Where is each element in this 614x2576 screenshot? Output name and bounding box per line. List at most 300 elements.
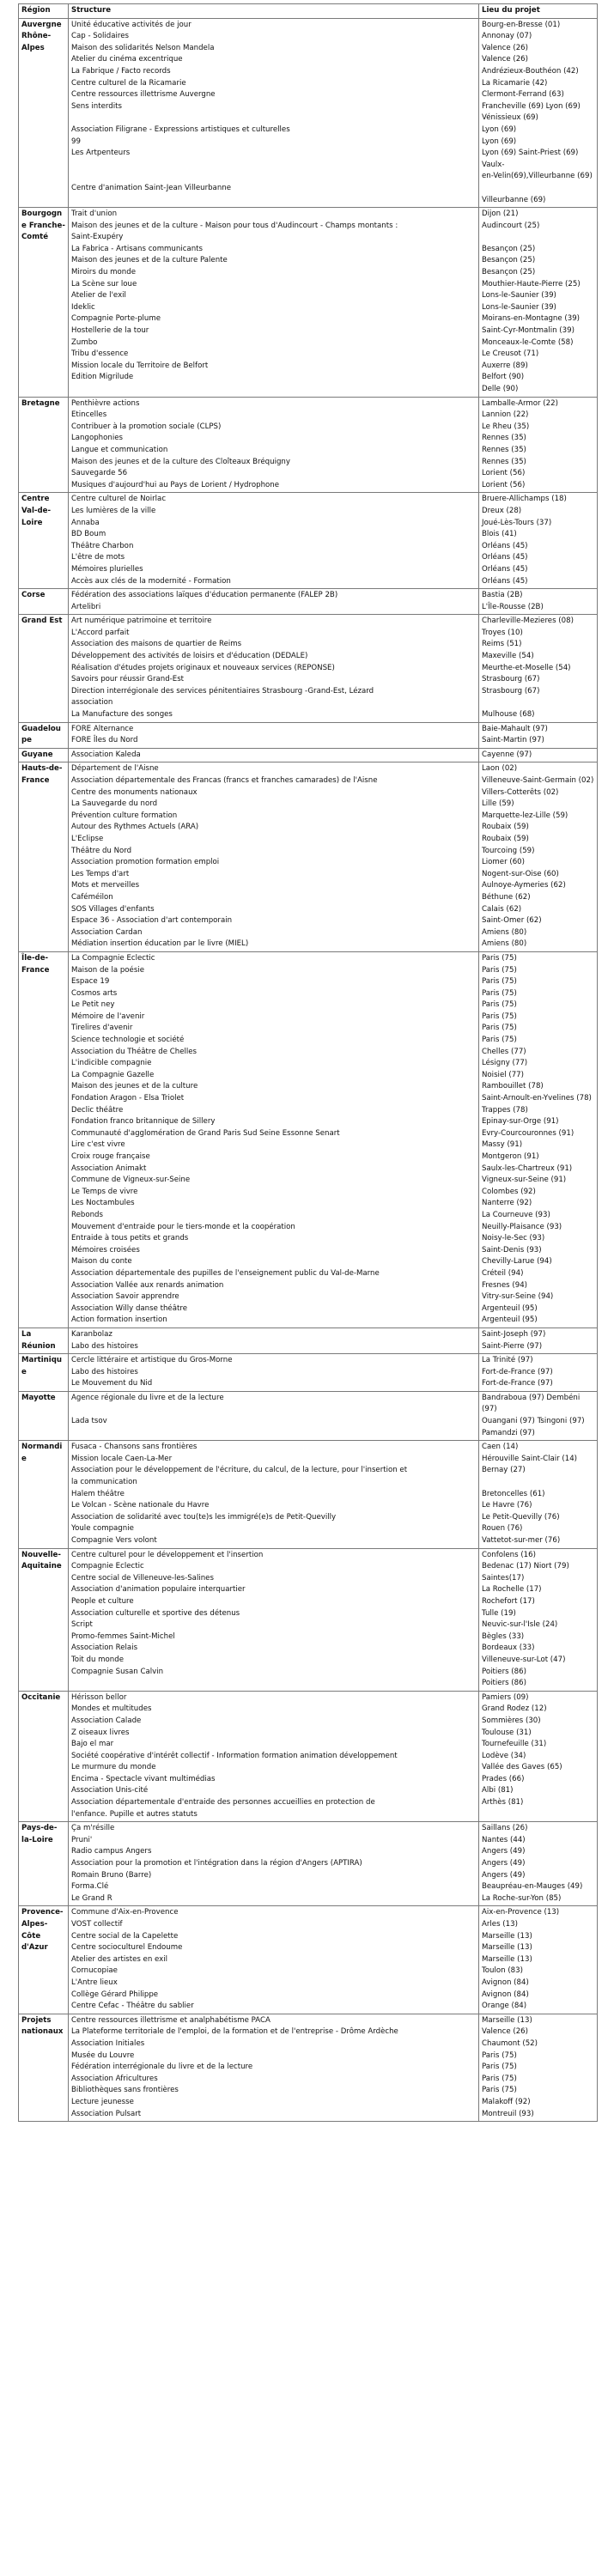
- lieu-name: Paris (75): [482, 2050, 517, 2060]
- structure-name: Association pour la promotion et l'intégration dans la région d'Angers (APTIRA): [71, 1859, 362, 1868]
- lieu-name: Villers-Cotterêts (02): [482, 787, 559, 797]
- header-region: Région: [19, 4, 69, 19]
- structure-name: Penthièvre actions: [71, 398, 140, 408]
- lieu-name: Laon (02): [482, 764, 518, 774]
- lieu-name: Le Havre (76): [482, 1501, 532, 1510]
- lieu-name: La Courneuve (93): [482, 1210, 550, 1219]
- structure-cell: [69, 208, 479, 398]
- lieu-name: Lons-le-Saunier (39): [482, 302, 556, 312]
- structure-name: Fédération des associations laïques d'éducation permanente (FALEP 2B): [71, 591, 338, 600]
- structure-name: Maison des jeunes et de la culture: [71, 1082, 198, 1091]
- lieu-name: Lille (59): [482, 799, 514, 809]
- lieu-name: Orléans (45): [482, 553, 528, 562]
- structure-name: Prévention culture formation: [71, 811, 178, 820]
- lieu-cell: [479, 1327, 598, 1353]
- structure-name: L'être de mots: [71, 553, 125, 562]
- lieu-name: Arthès (81): [482, 1798, 524, 1807]
- lieu-name: Angers (49): [482, 1870, 526, 1880]
- region-cell: Grand Est: [19, 615, 69, 722]
- lieu-name: La Rochelle (17): [482, 1585, 542, 1595]
- region-cell: Normandie: [19, 1441, 69, 1548]
- lieu-name: Saint-Denis (93): [482, 1245, 542, 1255]
- structure-name: Médiation insertion éducation par le livre (MIEL): [71, 939, 249, 949]
- table-header-row: [19, 4, 598, 19]
- structure-name: Association Kaleda: [71, 750, 141, 759]
- structure-name: Atelier des artistes en exil: [71, 1954, 168, 1964]
- lieu-cell: [479, 589, 598, 615]
- structure-name: FORE Alternance: [71, 724, 134, 733]
- region-row: [19, 208, 598, 398]
- structure-name: Collège Gérard Philippe: [71, 1990, 159, 1999]
- structure-name: Le Petit ney: [71, 1000, 115, 1010]
- lieu-name: La Ricamarie (42): [482, 78, 548, 88]
- lieu-name: Nanterre (92): [482, 1199, 532, 1208]
- lieu-name: Tulle (19): [482, 1608, 516, 1618]
- structure-name: Espace 36 - Association d'art contemporain: [71, 916, 233, 926]
- structure-name: Maison des solidarités Nelson Mandela: [71, 43, 215, 52]
- structure-cell: [69, 2014, 479, 2121]
- structure-name: Association Filigrane - Expressions artistiques et culturelles: [71, 125, 290, 134]
- lieu-name: Paris (75): [482, 2086, 517, 2095]
- structure-name: People et culture: [71, 1596, 134, 1606]
- lieu-name: Valence (26): [482, 2027, 528, 2037]
- lieu-name: Reims (51): [482, 640, 522, 649]
- structure-name: Association Animakt: [71, 1163, 147, 1173]
- structure-name: Les lumières de la ville: [71, 506, 156, 515]
- lieu-name: Paris (75): [482, 1000, 517, 1010]
- structure-name: Association de solidarité avec tou(te)s les immigré(e)s de Petit-Quevilly: [71, 1512, 337, 1522]
- lieu-name: Rambouillet (78): [482, 1082, 544, 1091]
- structure-name: Association des maisons de quartier de Reims: [71, 640, 242, 649]
- structure-name: Edition Migrilude: [71, 373, 134, 382]
- lieu-name: Saint-Arnoult-en-Yvelines (78): [482, 1094, 592, 1103]
- structure-cell: [69, 1354, 479, 1392]
- structure-name: Maison du conte: [71, 1257, 132, 1267]
- structure-name: Compagnie Porte-plume: [71, 314, 161, 324]
- structure-name: Youle compagnie: [71, 1524, 134, 1534]
- lieu-name: Clermont-Ferrand (63): [482, 90, 564, 100]
- lieu-name: Saillans (26): [482, 1824, 528, 1833]
- structure-name: Association départementale d'entraide des personnes accueillies en protection de: [71, 1798, 375, 1807]
- structure-name: Caféméilon: [71, 892, 113, 902]
- lieu-name: [482, 1477, 594, 1489]
- lieu-name: Epinay-sur-Orge (91): [482, 1117, 559, 1127]
- structure-name: Mémoires plurielles: [71, 564, 143, 574]
- lieu-name: Roubaix (59): [482, 834, 529, 843]
- structure-name: Action formation insertion: [71, 1315, 167, 1325]
- structure-name: [71, 171, 476, 183]
- structure-name: [71, 160, 476, 172]
- structure-name: Musée du Louvre: [71, 2050, 135, 2060]
- lieu-name: Bourg-en-Bresse (01): [482, 20, 561, 29]
- structure-name: la communication: [71, 1478, 137, 1487]
- structure-name: La Manufacture des songes: [71, 710, 173, 720]
- structure-name: Centre d'animation Saint-Jean Villeurbanne: [71, 183, 232, 192]
- lieu-name: Neuvic-sur-l'Isle (24): [482, 1620, 558, 1630]
- structure-name: Accès aux clés de la modernité - Formation: [71, 576, 231, 586]
- region-row: [19, 1548, 598, 1691]
- structure-name: Association du Théâtre de Chelles: [71, 1047, 198, 1056]
- lieu-name: Hérouville Saint-Clair (14): [482, 1454, 578, 1463]
- region-cell: Martinique: [19, 1354, 69, 1392]
- region-cell: Provence-Alpes-Côte d'Azur: [19, 1906, 69, 2014]
- structure-name: Centre socioculturel Endoume: [71, 1943, 183, 1953]
- lieu-name: Amiens (80): [482, 927, 527, 937]
- region-row: [19, 493, 598, 589]
- structure-name: La Compagnie Gazelle: [71, 1070, 155, 1079]
- lieu-name: Vénissieux (69): [482, 113, 538, 123]
- structure-name: Cap - Solidaires: [71, 32, 129, 41]
- lieu-name: Marseille (13): [482, 1954, 532, 1964]
- structure-name: Association Cardan: [71, 927, 143, 937]
- lieu-name: Dreux (28): [482, 506, 522, 515]
- lieu-name: [482, 1809, 594, 1821]
- structure-name: Centre social de Villeneuve-les-Salines: [71, 1573, 214, 1583]
- lieu-cell: [479, 18, 598, 208]
- structure-name: Autour des Rythmes Actuels (ARA): [71, 823, 199, 832]
- structure-name: La Compagnie Eclectic: [71, 953, 155, 963]
- structure-name: Romain Bruno (Barre): [71, 1870, 152, 1880]
- structure-name: L'Eclipse: [71, 834, 104, 843]
- region-cell: Occitanie: [19, 1691, 69, 1822]
- structure-name: Association Africultures: [71, 2074, 158, 2083]
- structure-name: 99: [71, 137, 81, 146]
- lieu-name: Besançon (25): [482, 268, 536, 277]
- lieu-name: Colombes (92): [482, 1187, 536, 1196]
- structure-name: Centre culturel de la Ricamarie: [71, 78, 186, 88]
- structure-name: Département de l'Aisne: [71, 764, 159, 774]
- region-row: [19, 1691, 598, 1822]
- lieu-name: Pamandzi (97): [482, 1428, 535, 1437]
- structure-name: Agence régionale du livre et de la lecture: [71, 1393, 224, 1402]
- lieu-name: Amiens (80): [482, 939, 527, 949]
- structure-name: Encima - Spectacle vivant multimédias: [71, 1774, 216, 1783]
- lieu-name: Besançon (25): [482, 256, 536, 265]
- region-row: [19, 397, 598, 493]
- lieu-name: Massy (91): [482, 1140, 523, 1150]
- structure-name: Maison des jeunes et de la culture - Maison pour tous d'Audincourt - Champs montants :: [71, 221, 398, 230]
- region-cell: Mayotte: [19, 1391, 69, 1440]
- lieu-name: Pamiers (09): [482, 1692, 529, 1702]
- region-cell: Guadeloupe: [19, 722, 69, 748]
- lieu-name: Orléans (45): [482, 576, 528, 586]
- region-row: [19, 951, 598, 1327]
- structure-name: Halem théâtre: [71, 1489, 125, 1498]
- lieu-name: Argenteuil (95): [482, 1303, 538, 1313]
- structure-name: Association Calade: [71, 1716, 142, 1725]
- region-row: [19, 18, 598, 208]
- structure-name: Maison de la poésie: [71, 965, 144, 975]
- region-cell: Auvergne Rhône-Alpes: [19, 18, 69, 208]
- structure-name: Sauvegarde 56: [71, 469, 128, 478]
- structure-name: Fédération interrégionale du livre et de la lecture: [71, 2063, 253, 2072]
- lieu-name: Roubaix (59): [482, 823, 529, 832]
- lieu-name: Calais (62): [482, 904, 522, 914]
- structure-name: L'Accord parfait: [71, 628, 130, 637]
- structure-name: Théâtre du Nord: [71, 846, 132, 855]
- lieu-name: Paris (75): [482, 965, 517, 975]
- region-row: [19, 2014, 598, 2121]
- structure-name: Etincelles: [71, 410, 107, 420]
- region-cell: Centre Val-de-Loire: [19, 493, 69, 589]
- lieu-name: Aulnoye-Aymeries (62): [482, 881, 566, 890]
- lieu-name: Vallée des Gaves (65): [482, 1763, 562, 1772]
- lieu-name: Villeneuve-sur-Lot (47): [482, 1655, 566, 1664]
- structure-name: Maison des jeunes et de la culture des Cloîteaux Bréquigny: [71, 457, 290, 466]
- lieu-name: Marquette-lez-Lille (59): [482, 811, 568, 820]
- lieu-name: Chaumont (52): [482, 2038, 538, 2048]
- lieu-name: Meurthe-et-Moselle (54): [482, 663, 571, 672]
- structure-name: [71, 1404, 476, 1416]
- structure-name: Unité éducative activités de jour: [71, 20, 191, 29]
- structure-cell: [69, 1441, 479, 1548]
- structure-name: Declic théâtre: [71, 1105, 124, 1115]
- lieu-name: Beaupréau-en-Mauges (49): [482, 1882, 583, 1892]
- lieu-name: Le Creusot (71): [482, 349, 539, 359]
- structure-name: Centre Cefac - Théâtre du sablier: [71, 2002, 194, 2011]
- lieu-name: Saint-Martin (97): [482, 736, 544, 745]
- lieu-name: Delle (90): [482, 385, 519, 393]
- lieu-name: Bedenac (17) Niort (79) Saintes(17): [482, 1562, 569, 1583]
- lieu-name: Lannion (22): [482, 410, 529, 420]
- lieu-name: Angers (49): [482, 1847, 526, 1856]
- lieu-name: Bretoncelles (61): [482, 1489, 545, 1498]
- structure-cell: [69, 18, 479, 208]
- lieu-name: Villeneuve-Saint-Germain (02): [482, 776, 594, 785]
- structure-name: Maison des jeunes et de la culture Palente: [71, 256, 228, 265]
- structure-name: Cornucopiae: [71, 1966, 118, 1976]
- lieu-name: Vattetot-sur-mer (76): [482, 1536, 561, 1545]
- structure-name: BD Boum: [71, 530, 106, 539]
- lieu-name: Toulon (83): [482, 1966, 523, 1976]
- structure-name: Labo des histoires: [71, 1367, 138, 1376]
- structure-cell: [69, 1822, 479, 1906]
- structure-name: Radio campus Angers: [71, 1847, 152, 1856]
- structure-name: Société coopérative d'intérêt collectif - Information formation animation développement: [71, 1751, 398, 1760]
- structure-name: Saint-Exupéry: [71, 233, 124, 242]
- region-row: [19, 762, 598, 952]
- structure-name: Cercle littéraire et artistique du Gros-Morne: [71, 1356, 233, 1365]
- lieu-name: Audincourt (25): [482, 221, 540, 230]
- lieu-name: Besançon (25): [482, 244, 536, 253]
- region-cell: Bourgogne Franche-Comté: [19, 208, 69, 398]
- region-cell: La Réunion: [19, 1327, 69, 1353]
- structure-name: Hostellerie de la tour: [71, 326, 149, 336]
- structure-name: Les Artpenteurs: [71, 149, 131, 158]
- lieu-name: Montreuil (93): [482, 2109, 534, 2118]
- structure-name: La Sauvegarde du nord: [71, 799, 158, 809]
- structure-name: SOS Villages d'enfants: [71, 904, 155, 914]
- structure-name: Tribu d'essence: [71, 349, 129, 359]
- lieu-name: Saint-Pierre (97): [482, 1341, 543, 1351]
- lieu-name: Joué-Lès-Tours (37): [482, 518, 552, 527]
- lieu-name: Trappes (78): [482, 1105, 528, 1115]
- region-cell: Guyane: [19, 748, 69, 762]
- header-lieu: Lieu du projet: [479, 4, 598, 19]
- structure-name: Fusaca - Chansons sans frontières: [71, 1443, 198, 1452]
- structure-name: Les Temps d'art: [71, 869, 130, 878]
- region-row: [19, 1327, 598, 1353]
- lieu-name: Arles (13): [482, 1920, 518, 1929]
- structure-name: L'Antre lieux: [71, 1978, 118, 1987]
- structure-name: Sens interdits: [71, 101, 122, 111]
- lieu-name: Lésigny (77): [482, 1059, 528, 1068]
- structure-name: Mouvement d'entraide pour le tiers-monde et la coopération: [71, 1222, 295, 1231]
- structure-name: Association Vallée aux renards animation: [71, 1280, 224, 1290]
- structure-name: VOST collectif: [71, 1920, 123, 1929]
- region-row: [19, 615, 598, 722]
- structure-name: Entraide à tous petits et grands: [71, 1234, 189, 1243]
- structure-cell: [69, 951, 479, 1327]
- structure-name: Tirelires d'avenir: [71, 1024, 133, 1033]
- lieu-cell: [479, 1548, 598, 1691]
- header-structure: Structure: [69, 4, 479, 19]
- structure-name: Cosmos arts: [71, 988, 118, 998]
- lieu-cell: [479, 2014, 598, 2121]
- lieu-name: La Roche-sur-Yon (85): [482, 1893, 562, 1903]
- structure-name: Compagnie Susan Calvin: [71, 1667, 164, 1676]
- structure-name: Association Willy danse théâtre: [71, 1303, 187, 1313]
- structure-name: Le Mouvement du Nid: [71, 1379, 153, 1388]
- lieu-name: Valence (26): [482, 55, 528, 64]
- structure-name: Promo-femmes Saint-Michel: [71, 1631, 175, 1641]
- structure-name: La Plateforme territoriale de l'emploi, de la formation et de l'entreprise - Drôme Ardèche: [71, 2027, 398, 2037]
- structure-name: Commune d'Aix-en-Provence: [71, 1908, 179, 1917]
- lieu-name: Bruere-Allichamps (18): [482, 495, 567, 504]
- lieu-name: Mouthier-Haute-Pierre (25): [482, 279, 581, 289]
- region-row: [19, 748, 598, 762]
- lieu-cell: [479, 615, 598, 722]
- structure-name: Z oiseaux livres: [71, 1728, 130, 1737]
- lieu-name: Lamballe-Armor (22): [482, 398, 558, 408]
- lieu-name: Nantes (44): [482, 1835, 526, 1844]
- structure-cell: [69, 589, 479, 615]
- structure-name: Atelier de l'exil: [71, 291, 126, 301]
- region-cell: Hauts-de-France: [19, 762, 69, 952]
- structure-name: Ça m'résille: [71, 1824, 115, 1833]
- structure-name: Commune de Vigneux-sur-Seine: [71, 1176, 191, 1185]
- structure-name: Association départementale des Francas (francs et franches camarades) de l'Aisne: [71, 776, 378, 785]
- lieu-name: Saint-Cyr-Montmalin (39): [482, 326, 574, 336]
- lieu-cell: [479, 1391, 598, 1440]
- lieu-name: Sommières (30): [482, 1716, 541, 1725]
- lieu-name: Créteil (94): [482, 1268, 524, 1278]
- structure-name: Zumbo: [71, 337, 98, 347]
- structure-name: Mondes et multitudes: [71, 1704, 152, 1714]
- lieu-name: Andrézieux-Bouthéon (42): [482, 66, 579, 76]
- structure-name: L'indicible compagnie: [71, 1059, 152, 1068]
- lieu-name: Rennes (35): [482, 445, 526, 454]
- structure-name: Science technologie et société: [71, 1036, 185, 1045]
- structure-name: Ideklic: [71, 302, 95, 312]
- lieu-name: Belfort (90): [482, 373, 525, 382]
- lieu-name: Rochefort (17): [482, 1596, 535, 1606]
- lieu-cell: [479, 1822, 598, 1906]
- lieu-name: Marseille (13): [482, 1931, 532, 1941]
- lieu-name: Strasbourg (67): [482, 686, 540, 696]
- structure-name: Forma.Clé: [71, 1882, 109, 1892]
- structure-name: Lecture jeunesse: [71, 2097, 134, 2106]
- structure-name: Mots et merveilles: [71, 881, 140, 890]
- structure-name: La Fabrique / Facto records: [71, 66, 171, 76]
- structure-name: Croix rouge française: [71, 1152, 150, 1161]
- lieu-name: Paris (75): [482, 1036, 517, 1045]
- structure-name: Mission locale du Territoire de Belfort: [71, 361, 209, 370]
- region-cell: Pays-de-la-Loire: [19, 1822, 69, 1906]
- lieu-name: Lyon (69): [482, 137, 517, 146]
- structure-name: Réalisation d'études projets originaux et nouveaux services (REPONSE): [71, 663, 335, 672]
- structure-name: Lire c'est vivre: [71, 1140, 125, 1150]
- lieu-name: Evry-Courcouronnes (91): [482, 1128, 574, 1138]
- structure-name: Fondation Aragon - Elsa Triolet: [71, 1094, 185, 1103]
- lieu-name: Poitiers (86): [482, 1679, 526, 1688]
- lieu-name: Paris (75): [482, 2063, 517, 2072]
- lieu-cell: [479, 951, 598, 1327]
- lieu-name: La Trinité (97): [482, 1356, 533, 1365]
- structure-name: Annaba: [71, 518, 100, 527]
- structure-cell: [69, 397, 479, 493]
- lieu-name: [482, 183, 594, 195]
- structure-cell: [69, 493, 479, 589]
- lieu-name: Valence (26): [482, 43, 528, 52]
- structure-name: Association Unis-cité: [71, 1786, 149, 1795]
- lieu-name: Maxeville (54): [482, 652, 534, 661]
- structure-name: Association Savoir apprendre: [71, 1292, 179, 1302]
- structure-name: Mémoire de l'avenir: [71, 1012, 145, 1021]
- lieu-name: Toulouse (31): [482, 1728, 532, 1737]
- lieu-name: Troyes (10): [482, 628, 523, 637]
- structure-name: Compagnie Vers volont: [71, 1536, 157, 1545]
- structure-name: Centre social de la Capelette: [71, 1931, 179, 1941]
- region-row: [19, 589, 598, 615]
- structure-name: Direction interrégionale des services pénitentiaires Strasbourg -Grand-Est, Lézard: [71, 686, 374, 696]
- structure-name: Fondation franco britannique de Sillery: [71, 1117, 216, 1127]
- region-row: [19, 1822, 598, 1906]
- lieu-name: Neuilly-Plaisance (93): [482, 1222, 562, 1231]
- structure-name: Bajo el mar: [71, 1740, 114, 1749]
- lieu-cell: [479, 1354, 598, 1392]
- lieu-name: Orange (84): [482, 2002, 527, 2011]
- lieu-name: Marseille (13): [482, 1943, 532, 1953]
- lieu-name: Fresnes (94): [482, 1280, 528, 1290]
- lieu-name: Saint-Omer (62): [482, 916, 542, 926]
- structure-name: Association Pulsart: [71, 2109, 142, 2118]
- lieu-name: Villeurbanne (69): [482, 195, 546, 204]
- lieu-name: Aix-en-Provence (13): [482, 1908, 560, 1917]
- structure-name: Trait d'union: [71, 210, 118, 219]
- structure-name: l'enfance. Pupille et autres statuts: [71, 1809, 198, 1819]
- lieu-cell: [479, 722, 598, 748]
- lieu-cell: [479, 397, 598, 493]
- lieu-name: Monceaux-le-Comte (58): [482, 337, 574, 347]
- lieu-name: Caen (14): [482, 1443, 519, 1452]
- region-row: [19, 1441, 598, 1548]
- lieu-name: Auxerre (89): [482, 361, 528, 370]
- structure-cell: [69, 1548, 479, 1691]
- structure-name: Association départementale des pupilles de l'enseignement public du Val-de-Marne: [71, 1268, 380, 1278]
- structure-name: Rebonds: [71, 1210, 103, 1219]
- lieu-name: Fort-de-France (97): [482, 1367, 553, 1376]
- lieu-name: Paris (75): [482, 988, 517, 998]
- projects-table: [18, 3, 598, 2122]
- lieu-name: [482, 232, 594, 244]
- structure-name: Langophonies: [71, 434, 123, 443]
- structure-name: association: [71, 698, 113, 708]
- structure-name: Centre culturel de Noirlac: [71, 495, 167, 504]
- lieu-name: Liomer (60): [482, 858, 525, 867]
- lieu-name: Poitiers (86): [482, 1667, 526, 1676]
- lieu-name: Bordeaux (33): [482, 1643, 535, 1653]
